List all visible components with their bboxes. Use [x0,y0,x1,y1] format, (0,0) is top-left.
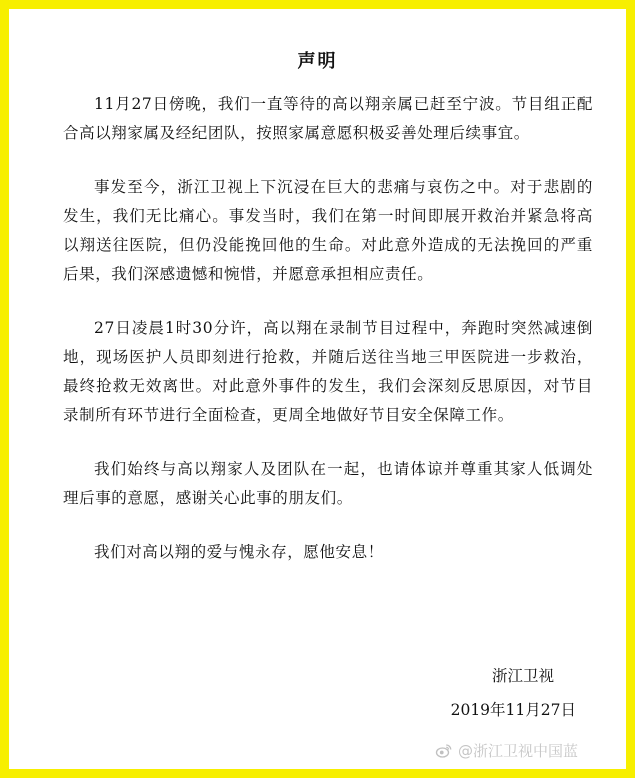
paragraph-4: 我们始终与高以翔家人及团队在一起，也请体谅并尊重其家人低调处理后事的意愿，感谢关心此事的朋友们。 [63,460,593,507]
paragraph-3: 27日凌晨1时30分许，高以翔在录制节目过程中，奔跑时突然减速倒地，现场医护人员即刻进行抢救，并随后送往当地三甲医院进一步救治，最终抢救无效离世。对此意外事件的发生，我们会深刻反思原因，对节目录制所有环节进行全面检查，更周全地做好节目安全保障工作。 [63,319,593,424]
paragraph-1: 11月27日傍晚，我们一直等待的高以翔亲属已赶至宁波。节目组正配合高以翔家属及经纪团队，按照家属意愿积极妥善处理后续事宜。 [63,95,593,142]
document-body [63,90,593,592]
document-title: 声明 [297,51,338,72]
weibo-watermark [435,740,578,761]
paragraph-2: 事发至今，浙江卫视上下沉浸在巨大的悲痛与哀伤之中。对于悲剧的发生，我们无比痛心。事发当时，我们在第一时间即展开救治并紧急将高以翔送往医院，但仍没能挽回他的生命。对此意外造成的无法挽回的严重后果，我们深感遗憾和惋惜，并愿意承担相应责任。 [63,178,593,283]
document-date: 2019年11月27日 [450,701,576,719]
watermark-text: @浙江卫视中国蓝 [457,742,578,760]
weibo-icon [435,742,453,760]
signature: 浙江卫视 [491,667,554,685]
paragraph-5: 我们对高以翔的爱与愧永存，愿他安息！ [94,543,384,561]
